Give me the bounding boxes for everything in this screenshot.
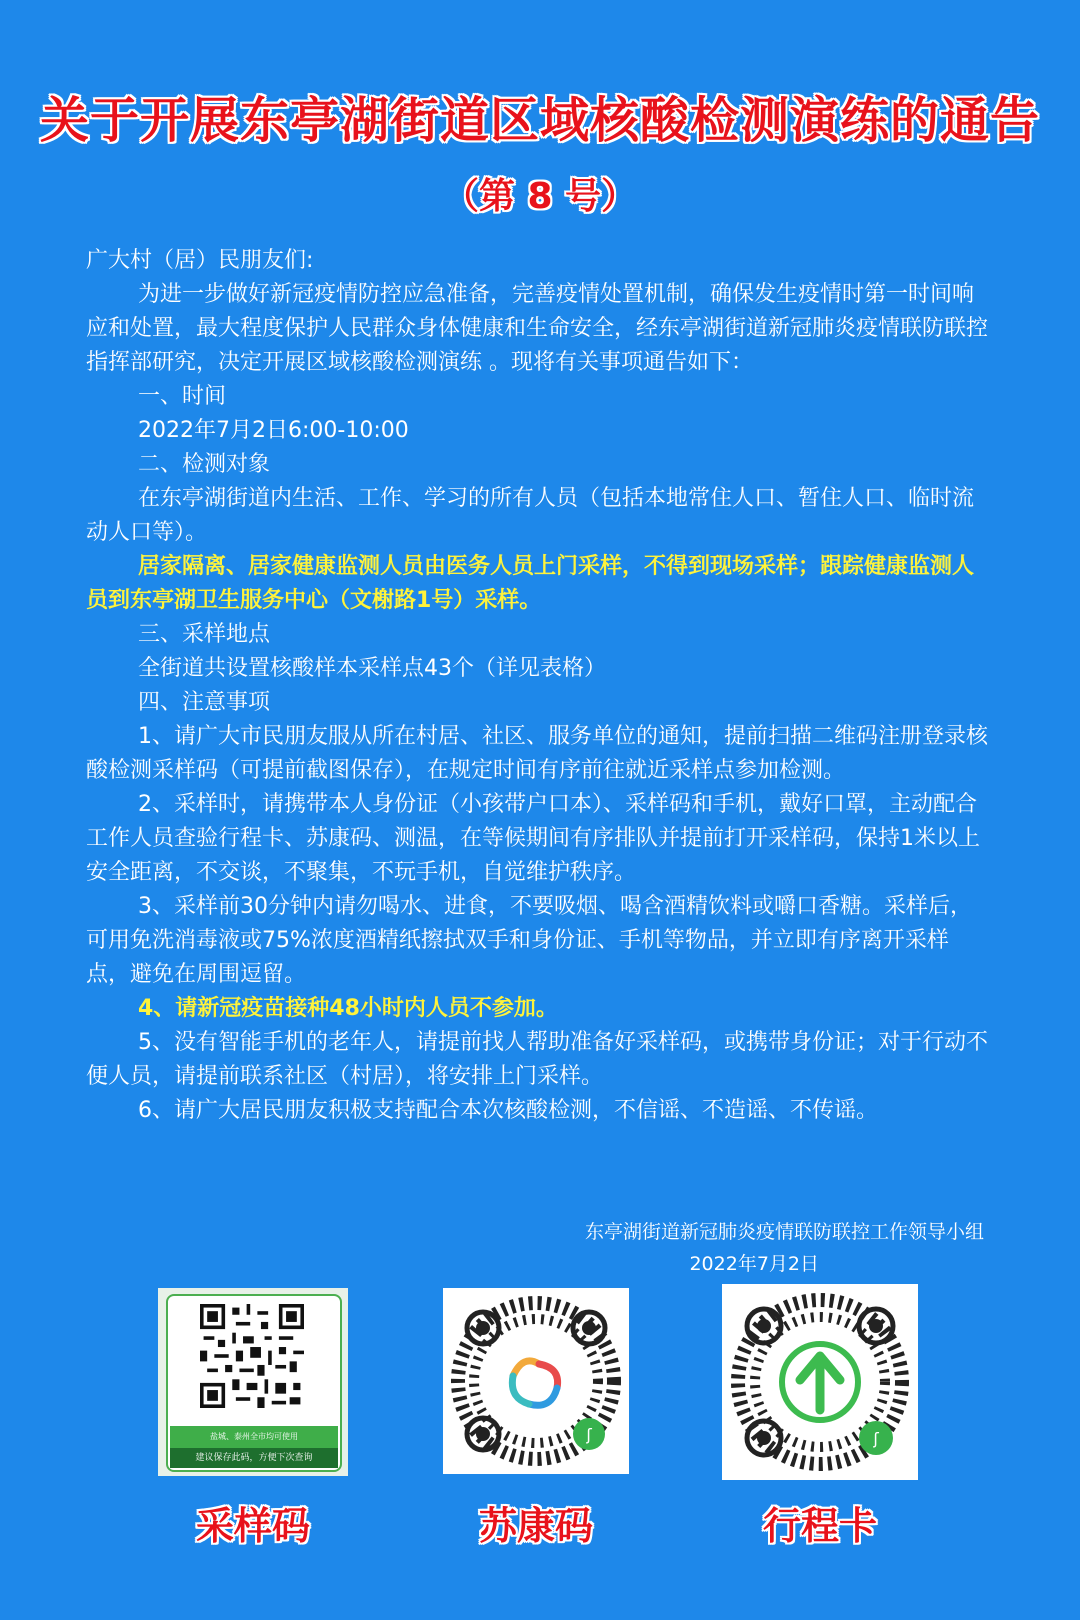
note-5: 5、没有智能手机的老年人，请提前找人帮助准备好采样码，或携带身份证；对于行动不便人员，请提前联系社区（村居），将安排上门采样。 <box>86 1030 988 1089</box>
notice-body <box>86 244 990 1128</box>
target-text: 在东亭湖街道内生活、工作、学习的所有人员（包括本地常住人口、暂住人口、临时流动人口等）。 <box>86 486 975 545</box>
note-2: 2、采样时，请携带本人身份证（小孩带户口本）、采样码和手机，戴好口罩，主动配合工作人员查验行程卡、苏康码、测温，在等候期间有序排队并提前打开采样码，保持1米以上安全距离，不交谈，不聚集，不玩手机，自觉维护秩序。 <box>86 792 981 885</box>
sampling-code-label: 采样码 <box>195 1504 310 1548</box>
notice-number: （第 8 号） <box>442 176 638 217</box>
signature-date: 2022年7月2日 <box>689 1253 819 1275</box>
sukang-code-card[interactable] <box>443 1288 629 1474</box>
svg-text:ʃ: ʃ <box>586 1425 592 1444</box>
signature-block <box>585 1216 984 1280</box>
note-3: 3、采样前30分钟内请勿喝水、进食，不要吸烟、喝含酒精饮料或嚼口香糖。采样后，可用免洗消毒液或75%浓度酒精纸擦拭双手和身份证、手机等物品，并立即有序离开采样点，避免在周围逗留。 <box>86 894 972 987</box>
intro-paragraph: 为进一步做好新冠疫情防控应急准备，完善疫情处置机制，确保发生疫情时第一时间响应和处置，最大程度保护人民群众身体健康和生命安全，经东亭湖街道新冠肺炎疫情联防联控指挥部研究，决定开展区域核酸检测演练 。现将有关事项通告如下： <box>86 282 989 375</box>
itinerary-card-card[interactable] <box>722 1284 918 1480</box>
sampling-code-frame <box>166 1294 342 1472</box>
sampling-code-strip <box>170 1426 338 1468</box>
site-text: 全街道共设置核酸样本采样点43个（详见表格） <box>138 656 606 681</box>
target-heading: 二、检测对象 <box>138 452 271 477</box>
sampling-code-footer: 建议保存此码，方便下次查询 <box>170 1448 338 1468</box>
note-4: 4、请新冠疫苗接种48小时内人员不参加。 <box>138 996 558 1021</box>
note-1: 1、请广大市民朋友服从所在村居、社区、服务单位的通知，提前扫描二维码注册登录核酸检测采样码（可提前截图保存），在规定时间有序前往就近采样点参加检测。 <box>86 724 988 783</box>
sampling-code-note: 盐城、泰州全市均可使用 <box>210 1432 298 1441</box>
sampling-code-card[interactable] <box>158 1288 348 1476</box>
time-value: 2022年7月2日6:00-10:00 <box>138 418 409 443</box>
time-heading: 一、时间 <box>138 384 227 409</box>
note-6: 6、请广大居民朋友积极支持配合本次核酸检测，不信谣、不造谣、不传谣。 <box>138 1098 878 1123</box>
itinerary-card-label: 行程卡 <box>762 1504 877 1548</box>
notes-heading: 四、注意事项 <box>138 690 271 715</box>
greeting: 广大村（居）民朋友们: <box>86 248 314 273</box>
notice-title: 关于开展东亭湖街道区域核酸检测演练的通告 <box>39 92 1040 149</box>
mini-program-code-icon <box>722 1284 918 1480</box>
sukang-code-label: 苏康码 <box>478 1504 593 1548</box>
mini-program-code-icon <box>443 1288 629 1474</box>
svg-text:ʃ: ʃ <box>873 1429 879 1448</box>
site-heading: 三、采样地点 <box>138 622 271 647</box>
signature-org: 东亭湖街道新冠肺炎疫情联防联控工作领导小组 <box>584 1221 984 1243</box>
qr-code-icon <box>188 1304 316 1408</box>
target-highlight: 居家隔离、居家健康监测人员由医务人员上门采样，不得到现场采样；跟踪健康监测人员到东亭湖卫生服务中心（文榭路1号）采样。 <box>86 554 975 613</box>
